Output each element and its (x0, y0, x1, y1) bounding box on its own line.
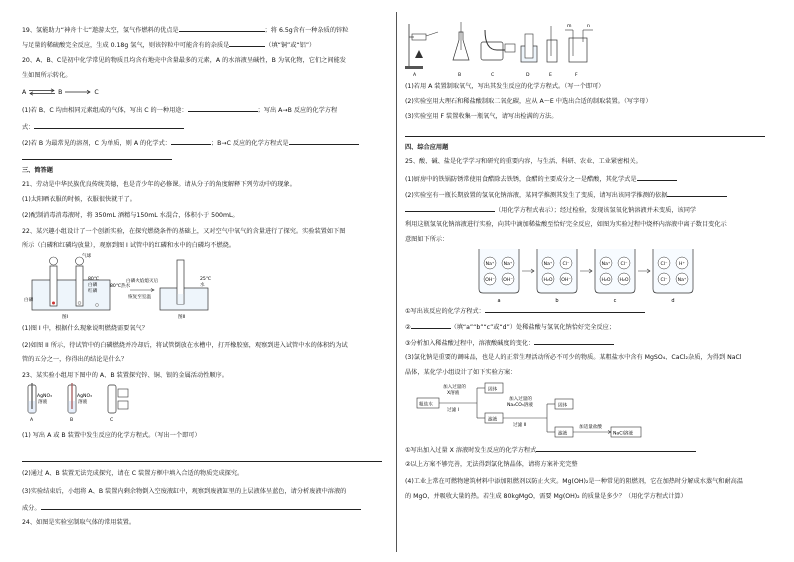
tube-b-solution: 溶液 (78, 400, 88, 405)
beaker-label: b (555, 298, 559, 304)
flow-op3-label: 加适量盐酸 (579, 425, 602, 430)
flow-solid1-label: 固体 (488, 387, 498, 393)
q21-2-line (22, 212, 239, 220)
q25-text: 25、酸、碱、盐是化学学习和研究的重要内容，与生活、科研、农业、工业紧密相关。 (405, 158, 642, 165)
flow-filter2-label: 过滤 II (513, 423, 527, 428)
right-column (397, 0, 794, 562)
q25-3-line2 (405, 369, 516, 377)
fig2-caption: 图II (178, 315, 186, 320)
r3-blank[interactable] (534, 338, 614, 345)
q25-2-text: (2)实验室有一瓶长期放置的氢氧化钠溶液，某同学推测其发生了变质，请写出该同学推测的依据 (405, 192, 668, 199)
q23-3-line2 (22, 503, 361, 513)
apparatus-d-label: D (526, 73, 530, 78)
q24-1-text: (1)若用 A 装置制取氧气，写出其发生反应的化学方程式。（写一个即可） (405, 83, 605, 90)
q22-2-line1 (22, 342, 348, 350)
beaker-outline (537, 249, 577, 293)
q21-line (22, 181, 296, 189)
q25-2-blank-2[interactable] (405, 205, 495, 212)
ion-label: OH⁻ (503, 277, 513, 283)
q25-1-blank[interactable] (637, 174, 677, 181)
flow-filter1-label: 过滤 I (447, 408, 460, 413)
fig1-white-p-label: 白磷 (88, 283, 98, 288)
tube-c (108, 385, 128, 423)
q19-line1 (22, 25, 348, 35)
q22-line1 (22, 228, 345, 236)
beaker-c (595, 249, 650, 304)
ion-label: Cl⁻ (562, 261, 570, 267)
q23-1-blank[interactable] (22, 455, 382, 462)
tube-c-answer-box[interactable] (118, 389, 128, 397)
figure-gas-apparatus (405, 20, 605, 78)
q25-2-blank-1[interactable] (667, 190, 727, 197)
fig2-water-in-tube (177, 294, 183, 304)
ion-beaker-diagram (475, 245, 705, 305)
q23-3-blank[interactable] (41, 503, 361, 510)
scheme-a: A (22, 89, 27, 96)
fig2-label-2: 恢复至室温 (128, 295, 151, 300)
section-3-title: 三、简答题 (22, 167, 53, 174)
scheme-b: B (58, 89, 63, 96)
r5-text: ②以上方案不够完善，无法得到氯化钠晶体，请将方案补充完整 (405, 461, 578, 468)
apparatus-b-label: B (458, 73, 462, 78)
q24-line (22, 519, 135, 527)
q25-2-text-d: 意图如下所示： (405, 236, 449, 243)
ion-label: Cl⁻ (660, 277, 668, 283)
ion-label: OH⁻ (485, 277, 495, 283)
q22-text-b: 所示（白磷和红磷均放量），观察到图 I 试管中的红磷和水中的白磷均不燃烧。 (22, 242, 236, 249)
beaker-outline (653, 249, 693, 293)
flow-solid2-label: 固体 (558, 403, 568, 409)
q20-2-text: (2)若 B 为最常见的溶剂，C 为单质，则 A 的化学式： (22, 140, 171, 147)
q21-text: 21、劳动是中华民族优良传统美德，也是青少年的必修课。请从分子的角度解释下列劳动中的现象。 (22, 181, 296, 188)
apparatus-f-port-m: m (567, 24, 572, 29)
apparatus-b (453, 22, 469, 78)
fig1-red-p-label: 红磷 (88, 289, 98, 294)
flow-op2-label: 加入过量的 (509, 397, 532, 402)
q23-2-line (22, 470, 243, 478)
q22-line2 (22, 242, 235, 250)
ion-label: H₂O (619, 277, 629, 283)
r1-blank[interactable] (485, 306, 645, 313)
q25-3-text-b: 晶体，某化学小组设计了如下实验方案： (405, 369, 517, 376)
flow-op1-reagent: X溶液 (447, 391, 460, 396)
r4-line (405, 445, 696, 455)
q24-text: 24、如图是实验室制取气体的常用装置。 (22, 519, 136, 526)
apparatus-e (547, 26, 557, 78)
r3-text: ③分析加入稀盐酸过程中，溶液酸碱度的变化： (405, 340, 535, 347)
q20-2-blank-3[interactable] (22, 153, 172, 160)
apparatus-f-label: F (575, 73, 578, 78)
q23-line (22, 372, 228, 380)
q20-line2 (22, 72, 72, 80)
q20-text: 20、A、B、C是初中化学常见的物质且均含有地壳中含量最多的元素，A 的水溶液呈碱性，B 为氧化物，它们之间能发 (22, 57, 346, 64)
beaker-outline (479, 249, 519, 293)
apparatus-e-label: E (549, 73, 552, 78)
q22-text: 22、某兴趣小组设计了一个创新实验，在探究燃烧条件的基础上，又对空气中氧气的含量进行了探究。实验装置如下图 (22, 228, 346, 235)
q22-2-text: (2)如图 II 所示，待试管中的白磷燃烧并冷却后，将试管倒放在水槽中，打开橡胶塞，观察到进入试管中水的体积约为试 (22, 342, 348, 349)
q22-1-line (22, 325, 148, 333)
q20-2-text-b: ；B→C 反应的化学方程式是 (210, 140, 289, 147)
q20-2-blank-2[interactable] (289, 138, 359, 145)
burner-icon (415, 50, 423, 58)
figure-2 (126, 260, 211, 320)
q24-1-line (405, 83, 604, 91)
q20-text-b: 生如图所示转化。 (22, 72, 72, 79)
figure-combustion-experiment (22, 252, 222, 320)
q23-3-text-b: 成分。 (22, 505, 41, 512)
test-tube-1 (50, 266, 57, 306)
tube-b-label: B (70, 418, 74, 423)
q25-3-text: (3)氯化钠是重要的调味品，也是人的正常生理活动所必不可少的物质。某粗盐水中含有 MgSO₄、CaCl₂杂质，为得到 NaCl (405, 354, 742, 361)
r5-line (405, 461, 578, 469)
ion-label: Na⁺ (503, 261, 513, 267)
q21-1-line (22, 196, 136, 204)
q20-1-line1 (22, 105, 337, 115)
q25-4-text: (4)工业上常在可燃物建筑材料中添加阻燃剂以防止火灾。Mg(OH)₂是一种常见的阻燃剂，它在加热时分解成水蒸气和耐高温 (405, 478, 744, 485)
balloon-icon (50, 257, 58, 265)
ion-label: H₂O (543, 277, 553, 283)
q23-text: 23、某实验小组用下图中的 A、B 装置探究锌、铜、银的金属活动性顺序。 (22, 372, 228, 379)
fig2-label-1: 白磷火焰熄灭后 (126, 279, 159, 284)
apparatus-a (405, 24, 438, 78)
q25-4-text-b: 的 MgO，并吸收大量的热。若生成 80kgMgO，需要 Mg(OH)₂ 的质量是多少？（用化学方程式计算） (405, 493, 687, 500)
q25-2-line1 (405, 190, 727, 200)
q19-blank-2[interactable] (229, 40, 265, 47)
fig1-bottom-label: 白磷 (24, 298, 34, 303)
q19-text-d: （填“铜”或“铝”） (265, 42, 316, 49)
section-4-heading (405, 144, 448, 152)
flow-filtrate2-label: 滤液 (558, 431, 568, 437)
q19-text: 19、氢能助力“神舟十七”遨游太空，氢气作燃料的优点是 (22, 27, 179, 34)
q20-1-text-c: 式： (22, 124, 35, 131)
q24-3-blank[interactable] (405, 130, 765, 137)
q20-line1 (22, 57, 346, 65)
r2-line (405, 322, 615, 332)
tube-c-label: C (110, 418, 114, 423)
q25-2-line4 (405, 236, 448, 244)
q24-2-text: (2)实验室用大理石和稀盐酸制取二氧化碳，应从 A～E 中选出合适的制取装置。（写字母） (405, 98, 652, 105)
q19-text-b: ；将 6.5g含有一种杂质的锌粒 (264, 27, 349, 34)
q20-1-line2 (22, 122, 184, 132)
q19-blank-1[interactable] (179, 25, 265, 32)
q24-3-line (405, 113, 557, 121)
q25-1-line (405, 174, 677, 184)
fig2-water-label: 水 (200, 283, 205, 288)
apparatus-c (481, 30, 515, 78)
fig1-temp-label: 80℃ (88, 277, 100, 282)
q22-1-text: (1)图 I 中，根据什么现象说明燃烧需要氧气？ (22, 325, 148, 332)
flow-op2-reagent: Na₂CO₃溶液 (507, 403, 533, 408)
conversion-scheme (22, 88, 99, 97)
r2-blank[interactable] (411, 322, 451, 329)
beaker-label: a (497, 298, 501, 304)
fig1-balloon-label: 气球 (82, 254, 92, 259)
q20-2-blank-1[interactable] (171, 138, 211, 145)
r1-text: ①写出该反应的化学方程式： (405, 308, 485, 315)
tube-a (28, 383, 52, 423)
q20-2-line1 (22, 138, 359, 148)
ion-label: Na⁺ (485, 261, 495, 267)
tube-a-solute: AgNO₃ (37, 394, 52, 399)
ion-label: Cl⁻ (660, 261, 668, 267)
ion-label: H⁺ (679, 261, 685, 267)
ion-label: Na⁺ (601, 261, 611, 267)
red-phosphorus-dot (52, 302, 55, 305)
fig1-water-label: 80℃热水 (110, 284, 131, 289)
r4-text: ①写出加入过量 X 溶液时发生反应的化学方程式 (405, 447, 537, 454)
ion-label: H₂O (601, 277, 611, 283)
beaker-b (537, 249, 592, 304)
section-4-title: 四、综合应用题 (405, 144, 449, 151)
apparatus-f-port-n: n (587, 24, 590, 29)
beaker-a (479, 249, 534, 304)
flow-nacl-label: NaCl溶液 (613, 431, 633, 437)
tube-b (68, 383, 92, 423)
fig1-caption: 图I (62, 315, 68, 320)
q22-2-line2 (22, 356, 127, 364)
q23-3-line1 (22, 488, 346, 496)
arrow-right-icon (64, 88, 92, 96)
r1-line (405, 306, 645, 316)
q23-1-line (22, 432, 201, 440)
ion-label: OH⁻ (561, 277, 571, 283)
r3-line (405, 338, 614, 348)
flow-op1-label: 加入过量的 (443, 385, 466, 390)
ion-label: Cl⁻ (620, 261, 628, 267)
q25-2-text-b: （用化学方程式表示）；经过检验，发现该氢氧化钠溶液并未变质，该同学 (495, 207, 697, 214)
q25-4-line2 (405, 493, 687, 501)
figure-metal-activity (22, 383, 132, 423)
beaker-label: d (671, 298, 675, 304)
tube-c-answer-box-2[interactable] (118, 401, 128, 409)
q25-3-line1 (405, 354, 742, 362)
q25-2-line3 (405, 221, 727, 229)
q23-1-answer (22, 455, 382, 465)
test-tube-2 (76, 266, 83, 306)
q21-1-text: (1)太阳晒衣服的时候，衣服很快就干了。 (22, 196, 136, 203)
apparatus-a-label: A (413, 73, 417, 78)
arrow-right-icon (638, 269, 650, 273)
purification-flowchart (415, 378, 665, 440)
q22-2-text-b: 管的五分之一，你得出的结论是什么？ (22, 356, 128, 363)
q20-1-text: (1)若 B、C 均由相同元素组成的气体，写出 C 的一种用途： (22, 107, 188, 114)
q25-2-text-c: 利用这瓶氢氧化钠溶液进行实验，向其中滴加稀盐酸至恰好完全反应，如图为实验过程中烧杯内溶液中离子数目变化示 (405, 221, 727, 228)
apparatus-c-label: C (491, 73, 495, 78)
white-phosphorus-dot (78, 302, 81, 305)
r2-text: ② (405, 324, 411, 331)
q21-2-text: (2)配制消毒消毒液时，将 350mL 酒精与150mL 水混合，体积小于 500mL。 (22, 212, 239, 219)
white-phosphorus-in-water (96, 304, 99, 307)
scheme-c: C (94, 89, 99, 96)
figure-1 (24, 252, 131, 320)
q25-1-text: (1)厨房中的铁锅防锈常使用食醋除去铁锈，食醋的主要成分之一是醋酸，其化学式是 (405, 176, 637, 183)
beaker-label: c (613, 298, 617, 304)
flow-filtrate1-label: 滤液 (488, 417, 498, 423)
arrow-right-icon (522, 269, 534, 273)
q25-line (405, 158, 642, 166)
q24-3-text: (3)实验室用 F 装置收集一瓶氧气，请写出检满的方法。 (405, 113, 558, 120)
arrow-right-icon (580, 269, 592, 273)
apparatus-f (565, 24, 593, 78)
tube-a-label: A (30, 418, 34, 423)
r4-blank[interactable] (536, 445, 696, 452)
apparatus-d (521, 34, 537, 78)
ion-label: Na⁺ (543, 261, 553, 267)
beaker-outline (595, 249, 635, 293)
q25-2-line2 (405, 205, 696, 215)
q23-2-text: (2)通过 A、B 装置无法完成探究，请在 C 装置方框中填入合适的物质完成探究。 (22, 470, 244, 477)
q20-1-blank-2[interactable] (34, 122, 184, 129)
q25-4-line1 (405, 478, 743, 486)
q19-line2 (22, 40, 315, 50)
q24-2-line (405, 98, 652, 106)
q19-text-c: 与足量的稀硫酸完全反应，生成 0.18g 氢气，则该锌粒中可能含有的杂质是 (22, 42, 230, 49)
beaker-d (653, 249, 693, 304)
q20-2-line2 (22, 153, 172, 163)
q20-1-text-b: ；写出 A→B 反应的化学方程 (257, 107, 338, 114)
q23-3-text: (3)实验结束后，小组将 A、B 装置内剩余物倒入空废液缸中，观察到废液缸里的上层液体呈蓝色，请分析废液中溶液的 (22, 488, 347, 495)
section-3-heading (22, 167, 53, 175)
q20-1-blank-1[interactable] (188, 105, 258, 112)
tube-a-solution: 溶液 (38, 400, 48, 405)
q24-3-answer (405, 130, 765, 140)
ion-label: Na⁺ (677, 277, 687, 283)
flow-crude-label: 粗盐水 (419, 402, 433, 408)
fig2-temp-label: 25℃ (200, 277, 212, 282)
tube-b-solute: AgNO₃ (77, 394, 92, 399)
double-arrow-icon (28, 88, 56, 96)
q23-1-text: (1) 写出 A 或 B 装置中发生反应的化学方程式。（写出一个即可） (22, 432, 201, 439)
r2-text-b: （填“a”“b”“c”或“d”）处稀盐酸与氢氧化钠恰好完全反应； (450, 324, 616, 331)
